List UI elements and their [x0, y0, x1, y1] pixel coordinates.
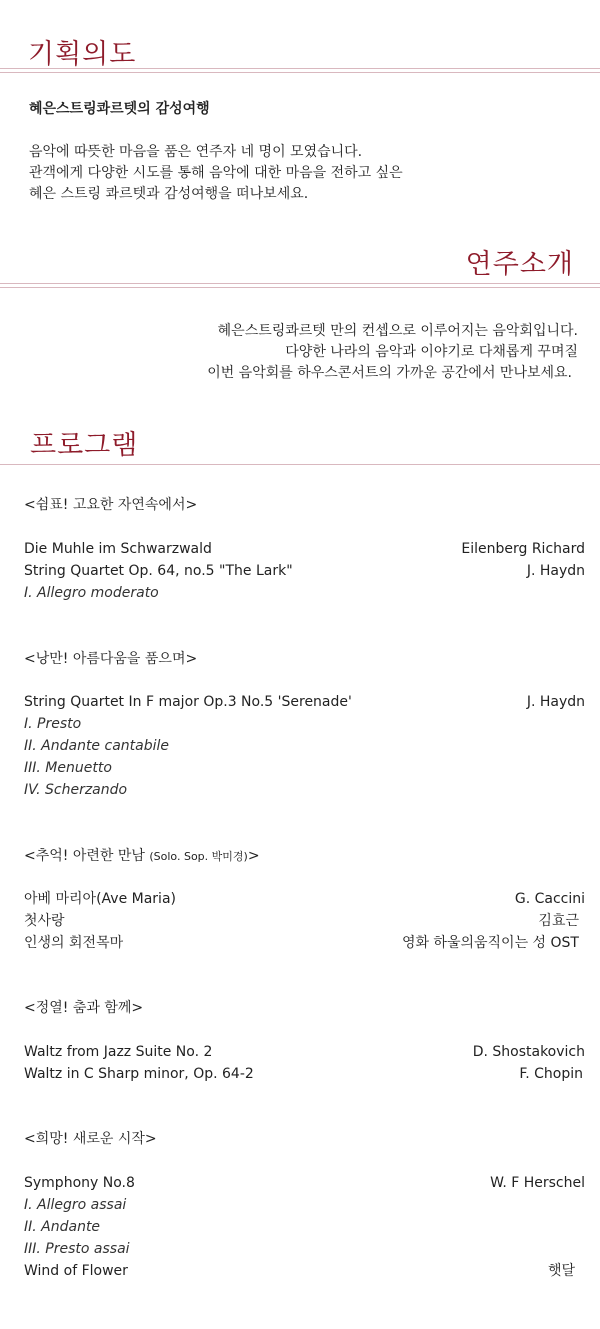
piece-title: Symphony No.8: [24, 1175, 135, 1191]
piece-composer: F. Chopin: [519, 1066, 583, 1082]
program-item: [24, 779, 585, 801]
program-item: [24, 538, 585, 560]
program-item: [24, 1041, 585, 1063]
program-title: 프로그램: [30, 430, 139, 461]
piece-movement: III. Menuetto: [24, 760, 112, 776]
piece-composer: W. F Herschel: [490, 1175, 585, 1191]
program-item: [24, 1172, 585, 1194]
piece-composer: Eilenberg Richard: [461, 541, 585, 557]
program-item: [24, 1238, 585, 1260]
piece-composer: 김효근: [538, 913, 579, 929]
intent-line-3: 혜은 스트링 콰르텟과 감성여행을 떠나보세요.: [29, 186, 309, 202]
piece-title: 인생의 회전목마: [24, 935, 124, 951]
intent-line-2: 관객에게 다양한 시도를 통해 음악에 대한 마음을 전하고 싶은: [29, 165, 403, 181]
piece-movement: III. Presto assai: [24, 1241, 130, 1257]
piece-title: Waltz from Jazz Suite No. 2: [24, 1044, 213, 1060]
program-divider: [0, 464, 600, 465]
piece-composer: D. Shostakovich: [472, 1044, 585, 1060]
program-item: [24, 582, 585, 604]
program-item: [24, 1194, 585, 1216]
program-item: [24, 1063, 585, 1085]
program-section-heading: <정열! 춤과 함께>: [24, 1000, 144, 1016]
piece-composer: G. Caccini: [514, 891, 585, 907]
piece-movement: IV. Scherzando: [24, 782, 128, 798]
program-item: [24, 1260, 585, 1282]
intent-divider: [0, 68, 600, 73]
section-heading-text: <추억! 아련한 만남: [24, 848, 145, 864]
intro-divider: [0, 283, 600, 288]
program-section-heading: <희망! 새로운 시작>: [24, 1131, 157, 1147]
intent-subtitle: 혜은스트링콰르텟의 감성여행: [29, 101, 210, 117]
program-item: [24, 691, 585, 713]
piece-composer: J. Haydn: [526, 563, 585, 579]
intro-line-3: 이번 음악회를 하우스콘서트의 가까운 공간에서 만나보세요.: [207, 365, 572, 381]
intro-line-2: 다양한 나라의 음악과 이야기로 다채롭게 꾸며질: [285, 344, 578, 360]
piece-movement: I. Allegro moderato: [24, 585, 159, 601]
piece-title: Die Muhle im Schwarzwald: [24, 541, 212, 557]
program-item: [24, 932, 585, 954]
section-heading-note: (Solo. Sop. 박미경): [149, 850, 248, 863]
piece-movement: I. Allegro assai: [24, 1197, 127, 1213]
piece-title: 첫사랑: [24, 913, 65, 929]
piece-title: String Quartet Op. 64, no.5 "The Lark": [24, 563, 293, 579]
piece-movement: I. Presto: [24, 716, 82, 732]
program-section-heading: <쉼표! 고요한 자연속에서>: [24, 497, 198, 513]
intent-line-1: 음악에 따뜻한 마음을 품은 연주자 네 명이 모였습니다.: [29, 144, 363, 160]
program-item: [24, 735, 585, 757]
program-item: [24, 560, 585, 582]
intro-line-1: 혜은스트링콰르텟 만의 컨셉으로 이루어지는 음악회입니다.: [217, 323, 578, 339]
program-section-heading: <낭만! 아름다움을 품으며>: [24, 651, 198, 667]
program-section-heading: [24, 845, 260, 868]
section-heading-close: >: [247, 848, 260, 864]
piece-title: Wind of Flower: [24, 1263, 128, 1279]
intent-title: 기획의도: [28, 39, 137, 70]
piece-composer: 햇달: [547, 1263, 575, 1279]
piece-composer: 영화 하울의움직이는 성 OST: [401, 935, 579, 951]
piece-movement: II. Andante cantabile: [24, 738, 169, 754]
piece-title: 아베 마리아(Ave Maria): [24, 891, 176, 907]
program-item: [24, 888, 585, 910]
program-item: [24, 910, 585, 932]
intro-title: 연주소개: [465, 249, 574, 280]
piece-title: Waltz in C Sharp minor, Op. 64-2: [24, 1066, 254, 1082]
piece-composer: J. Haydn: [526, 694, 585, 710]
program-item: [24, 1216, 585, 1238]
piece-title: String Quartet In F major Op.3 No.5 'Serenade': [24, 694, 352, 710]
program-item: [24, 713, 585, 735]
piece-movement: II. Andante: [24, 1219, 101, 1235]
program-item: [24, 757, 585, 779]
